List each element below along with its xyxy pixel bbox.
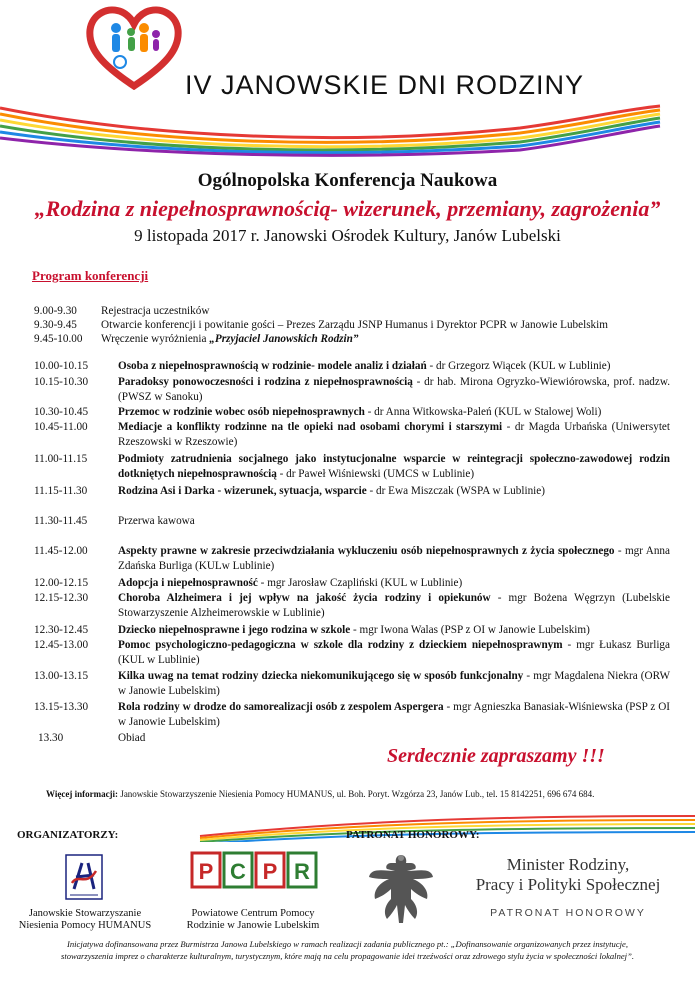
program-time: 9.45-10.00 (34, 333, 83, 345)
minister-name-line1: Minister Rodziny, (506, 855, 630, 874)
program-time: 10.45-11.00 (34, 421, 88, 433)
funding-footnote (0, 938, 695, 962)
talk-title: Choroba Alzheimera i jej wpływ na jakość życia rodziny i opiekunów (118, 592, 491, 604)
rainbow-swoosh (0, 88, 695, 158)
event-title: IV JANOWSKIE DNI RODZINY (185, 70, 585, 100)
family-heart-icon (84, 4, 184, 90)
award-name: „Przyjaciel Janowskich Rodzin” (209, 333, 359, 345)
program-desc (118, 638, 670, 667)
program-time: 10.30-10.45 (34, 406, 89, 418)
talk-speaker: - mgr Iwona Walas (PSP z OI w Janowie Lubelskim) (350, 624, 590, 636)
program-time: 12.15-12.30 (34, 592, 89, 604)
talk-speaker: - dr Anna Witkowska-Paleń (KUL w Stalowej Woli) (364, 406, 602, 418)
talk-title: Osoba z niepełnosprawnością w rodzinie- modele analiz i działań (118, 360, 427, 372)
program-desc (118, 544, 670, 573)
talk-title: Paradoksy ponowoczesności i rodzina z niepełnosprawnością (118, 376, 413, 388)
pcpr-letter: C (230, 859, 246, 884)
talk-title: Dziecko niepełnosprawne i jego rodzina w szkole (118, 624, 351, 636)
program-desc (118, 452, 670, 481)
pcpr-logo-icon (190, 851, 320, 889)
talk-title: Aspekty prawne w zakresie przeciwdziałania wykluczeniu osób niepełnosprawnych z życia społecznego (118, 545, 615, 557)
pcpr-letter: P (262, 859, 278, 884)
talk-speaker: - dr hab. Mirona Ogryzko-Wiewiórowska, prof. nadzw. (PWSZ w Sanoku) (118, 376, 670, 403)
program-desc (118, 591, 670, 620)
minister-name (448, 855, 688, 895)
talk-title: Przemoc w rodzinie wobec osób niepełnosprawnych (118, 406, 365, 418)
program-time: 12.45-13.00 (34, 639, 89, 651)
program-heading: Program konferencji (32, 268, 149, 283)
more-info (46, 789, 594, 799)
program-desc (118, 484, 670, 499)
footnote-line2: stowarzyszenia imprez o charakterze kulturalnym, turystycznym, które mają na celu propagowanie idei trzeźwości oraz zdrowego stylu życia w społeczności lokalnej”. (60, 951, 634, 961)
talk-title: Adopcja i niepełnosprawność (118, 577, 258, 589)
program-time: 10.15-10.30 (34, 376, 89, 388)
talk-title: Rodzina Asi i Darka - wizerunek, sytuacja, wsparcie (118, 485, 367, 497)
program-desc: Obiad (118, 732, 146, 744)
program-desc: Otwarcie konferencji i powitanie gości – Prezes Zarządu JSNP Humanus i Dyrektor PCPR w Janowie Lubelskim (101, 319, 608, 331)
humanus-name-line1: Janowskie Stowarzyszanie (28, 908, 142, 919)
conference-date-place: 9 listopada 2017 r. Janowski Ośrodek Kultury, Janów Lubelski (134, 226, 561, 245)
footnote-line1: Inicjatywa dofinansowana przez Burmistrza Janowa Lubelskiego w ramach realizacji zadania publicznego pt.: „Dofinansowanie organizowanych przez instytucje, (66, 939, 629, 949)
talk-title: Pomoc psychologiczno-pedagogiczna w szkole dla rodziny z dzieckiem niepełnosprawnym (118, 639, 563, 651)
talk-speaker: - dr Grzegorz Wiącek (KUL w Lublinie) (426, 360, 611, 372)
program-desc (118, 359, 670, 374)
program-desc (118, 420, 670, 449)
talk-title: Mediacje a konflikty rodzinne na tle opieki nad osobami chorymi i starszymi (118, 421, 503, 433)
talk-speaker: - dr Paweł Wiśniewski (UMCS w Lublinie) (276, 467, 475, 480)
humanus-logo-icon (64, 853, 104, 903)
talk-speaker: - mgr Jarosław Czapliński (KUL w Lublinie) (257, 577, 463, 589)
patronage-heading: PATRONAT HONOROWY: (346, 829, 480, 841)
program-time: 13.00-13.15 (34, 670, 89, 682)
talk-speaker: - dr Ewa Miszczak (WSPA w Lublinie) (366, 485, 545, 497)
conference-name: Ogólnopolska Konferencja Naukowa (197, 170, 498, 191)
more-info-text: Janowskie Stowarzyszenie Niesienia Pomocy HUMANUS, ul. Boh. Poryt. Wzgórza 23, Janów Lub., tel. 15 8142251, 696 674 684. (118, 789, 595, 799)
program-desc (101, 332, 654, 347)
pcpr-name-line1: Powiatowe Centrum Pomocy (191, 908, 315, 919)
program-desc (118, 375, 670, 404)
program-desc (118, 623, 670, 638)
program-time: 11.00-11.15 (34, 453, 88, 465)
program-time: 12.30-12.45 (34, 624, 89, 636)
program-time: 9.00-9.30 (34, 305, 77, 317)
program-time: 11.30-11.45 (34, 515, 88, 527)
more-info-label: Więcej informacji: (46, 789, 119, 799)
humanus-name (0, 908, 170, 932)
program-time: 13.15-13.30 (34, 701, 89, 713)
program-time: 10.00-10.15 (34, 360, 89, 372)
invitation: Serdecznie zapraszamy !!! (387, 745, 605, 767)
talk-speaker: - mgr Łukasz Burliga (KUL w Lublinie) (118, 639, 670, 666)
talk-title: Podmioty zatrudnienia socjalnego jako instytucjonalne wsparcie w reintegracji społeczno-zawodowej rodzin dotkniętych niepełnosprawnością (118, 453, 670, 480)
program-time: 9.30-9.45 (34, 319, 77, 331)
program-desc: Przerwa kawowa (118, 515, 195, 527)
program-time: 11.15-11.30 (34, 485, 88, 497)
program-desc (118, 576, 670, 591)
program-desc (118, 700, 670, 729)
pcpr-letter: P (198, 859, 214, 884)
minister-name-line2: Pracy i Polityki Społecznej (475, 875, 661, 894)
talk-speaker: - dr Magda Urbańska (Uniwersytet Rzeszowski w Rzeszowie) (118, 421, 671, 448)
talk-speaker: - mgr Magdalena Niekra (ORW w Janowie Lubelskim) (118, 670, 671, 697)
talk-title: Rola rodziny w drodze do samorealizacji osób z zespolem Aspergera (118, 701, 444, 713)
pcpr-name-line2: Rodzinie w Janowie Lubelskim (186, 920, 320, 931)
program-desc (118, 669, 670, 698)
talk-speaker: - mgr Bożena Węgrzyn (Lubelskie Stowarzyszenie Alzheimerowskie w Lublinie) (118, 592, 670, 619)
talk-speaker: - mgr Agnieszka Banasiak-Wiśniewska (PSP z OI w Janowie Lubelskim) (118, 701, 670, 728)
patronage-caption: PATRONAT HONOROWY (490, 907, 646, 919)
organizers-heading: ORGANIZATORZY: (17, 829, 119, 841)
humanus-name-line2: Niesienia Pomocy HUMANUS (18, 920, 152, 931)
program-time: 13.30 (38, 732, 64, 744)
pcpr-letter: R (294, 859, 310, 884)
program-desc: Rejestracja uczestników (101, 305, 210, 317)
program-time: 12.00-12.15 (34, 577, 89, 589)
polish-eagle-icon (365, 849, 437, 931)
program-desc-text: Wręczenie wyróżnienia (101, 333, 210, 345)
talk-speaker: - mgr Anna Zdańska Burliga (KULw Lublinie) (118, 545, 670, 572)
program-desc (118, 405, 670, 420)
talk-title: Kilka uwag na temat rodziny dziecka niekomunikującego się w sposób funkcjonalny (118, 670, 524, 682)
pcpr-name (168, 908, 338, 932)
program-time: 11.45-12.00 (34, 545, 88, 557)
conference-theme: „Rodzina z niepełnosprawnością- wizerunek, przemiany, zagrożenia” (34, 196, 661, 221)
